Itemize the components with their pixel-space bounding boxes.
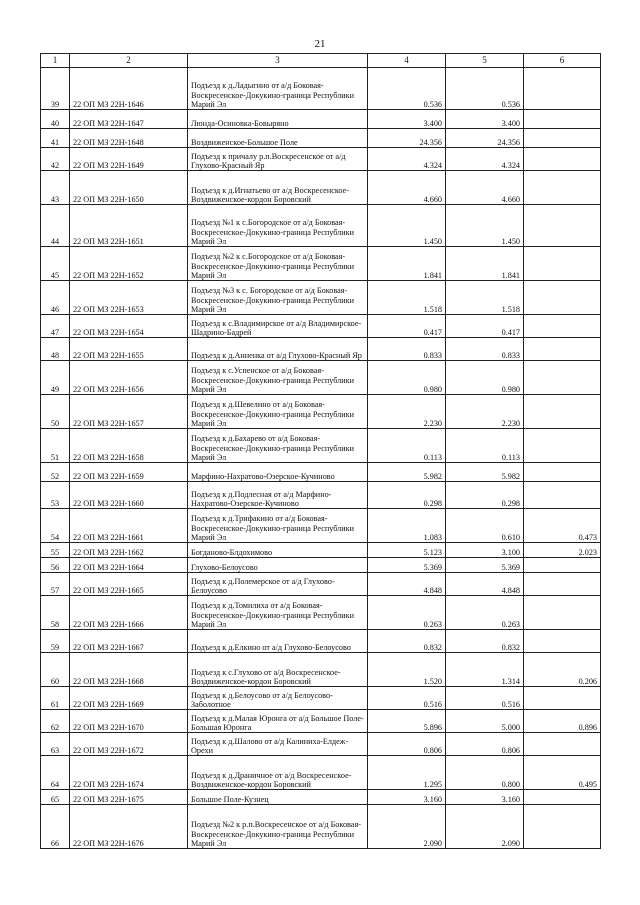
table-row [41, 687, 601, 710]
length-col6 [524, 558, 601, 573]
row-number: 53 [41, 482, 70, 509]
road-name: Воздвиженское-Большое Поле [188, 129, 368, 148]
road-code: 22 ОП МЗ 22Н-1658 [70, 429, 188, 463]
road-code: 22 ОП МЗ 22Н-1665 [70, 573, 188, 596]
road-name: Глухово-Белоусово [188, 558, 368, 573]
length-col6 [524, 361, 601, 395]
table-row [41, 733, 601, 756]
row-number: 65 [41, 790, 70, 805]
length-total: 0.832 [368, 630, 446, 653]
road-name: Подъезд к д.Бахарево от а/д Боковая-Воскресенское-Докукино-граница Республики Марий Эл [188, 429, 368, 463]
length-col6 [524, 338, 601, 361]
length-col5: 5.000 [446, 710, 524, 733]
length-total: 1.083 [368, 509, 446, 543]
road-name: Подъезд к д.Ладыгино от а/д Боковая-Воскресенское-Докукино-граница Республики Марий Эл [188, 68, 368, 110]
row-number: 51 [41, 429, 70, 463]
road-code: 22 ОП МЗ 22Н-1653 [70, 281, 188, 315]
table-row [41, 68, 601, 110]
table-row [41, 463, 601, 482]
row-number: 45 [41, 247, 70, 281]
road-name: Подъезд к д.Трифакино от а/д Боковая-Воскресенское-Докукино-граница Республики Марий Эл [188, 509, 368, 543]
length-col5: 3.400 [446, 110, 524, 129]
column-header: 2 [70, 54, 188, 68]
table-row [41, 205, 601, 247]
road-name: Марфино-Нахратово-Озерское-Кучиново [188, 463, 368, 482]
table-row [41, 361, 601, 395]
row-number: 58 [41, 596, 70, 630]
road-code: 22 ОП МЗ 22Н-1659 [70, 463, 188, 482]
length-col5: 0.113 [446, 429, 524, 463]
road-code: 22 ОП МЗ 22Н-1646 [70, 68, 188, 110]
length-col5: 0.833 [446, 338, 524, 361]
road-code: 22 ОП МЗ 22Н-1667 [70, 630, 188, 653]
row-number: 55 [41, 543, 70, 558]
row-number: 60 [41, 653, 70, 687]
row-number: 43 [41, 171, 70, 205]
road-name: Подъезд к д.Подлесная от а/д Марфино-Нахратово-Озерское-Кучиново [188, 482, 368, 509]
table-row [41, 509, 601, 543]
length-col6 [524, 482, 601, 509]
length-total: 3.400 [368, 110, 446, 129]
table-row [41, 756, 601, 790]
road-code: 22 ОП МЗ 22Н-1649 [70, 148, 188, 171]
length-col6 [524, 171, 601, 205]
length-total: 4.848 [368, 573, 446, 596]
road-name: Подъезд к д.Белоусово от а/д Белоусово-Заболотное [188, 687, 368, 710]
length-total: 0.980 [368, 361, 446, 395]
length-col6 [524, 630, 601, 653]
road-name: Подъезд к д.Шалово от а/д Калиниха-Елдеж-Орехи [188, 733, 368, 756]
length-col5: 5.982 [446, 463, 524, 482]
length-col5: 1.518 [446, 281, 524, 315]
length-col6 [524, 573, 601, 596]
length-col5: 0.980 [446, 361, 524, 395]
row-number: 63 [41, 733, 70, 756]
road-code: 22 ОП МЗ 22Н-1650 [70, 171, 188, 205]
road-code: 22 ОП МЗ 22Н-1669 [70, 687, 188, 710]
road-code: 22 ОП МЗ 22Н-1661 [70, 509, 188, 543]
road-name: Подъезд к д.Томилиха от а/д Боковая-Воскресенское-Докукино-граница Республики Марий Эл [188, 596, 368, 630]
length-col6 [524, 281, 601, 315]
length-total: 1.295 [368, 756, 446, 790]
road-name: Подъезд к причалу р.п.Воскресенское от а/д Глухово-Красный Яр [188, 148, 368, 171]
length-total: 1.841 [368, 247, 446, 281]
row-number: 44 [41, 205, 70, 247]
table-row [41, 630, 601, 653]
length-total: 2.090 [368, 805, 446, 849]
length-total: 0.263 [368, 596, 446, 630]
length-total: 0.417 [368, 315, 446, 338]
length-col6 [524, 129, 601, 148]
row-number: 40 [41, 110, 70, 129]
length-col6 [524, 148, 601, 171]
road-code: 22 ОП МЗ 22Н-1664 [70, 558, 188, 573]
table-header-row [41, 54, 601, 68]
length-col5: 2.090 [446, 805, 524, 849]
length-col5: 0.516 [446, 687, 524, 710]
length-col6 [524, 790, 601, 805]
row-number: 64 [41, 756, 70, 790]
length-col6 [524, 247, 601, 281]
length-col5: 0.832 [446, 630, 524, 653]
road-name: Подъезд №1 к с.Богородское от а/д Боковая-Воскресенское-Докукино-граница Республики Марий Эл [188, 205, 368, 247]
length-col5: 0.298 [446, 482, 524, 509]
length-col6: 0.896 [524, 710, 601, 733]
row-number: 54 [41, 509, 70, 543]
length-total: 2.230 [368, 395, 446, 429]
table-row [41, 790, 601, 805]
length-col5: 4.324 [446, 148, 524, 171]
length-col6 [524, 805, 601, 849]
table-row [41, 596, 601, 630]
length-total: 5.982 [368, 463, 446, 482]
length-col6: 0.495 [524, 756, 601, 790]
table-row [41, 338, 601, 361]
road-code: 22 ОП МЗ 22Н-1672 [70, 733, 188, 756]
table-row [41, 395, 601, 429]
column-header: 6 [524, 54, 601, 68]
length-total: 1.518 [368, 281, 446, 315]
road-name: Подъезд к д.Шевелино от а/д Боковая-Воскресенское-Докукино-граница Республики Марий Эл [188, 395, 368, 429]
table-row [41, 247, 601, 281]
row-number: 48 [41, 338, 70, 361]
length-col6: 0.206 [524, 653, 601, 687]
road-name: Подъезд №3 к с. Богородское от а/д Боковая-Воскресенское-Докукино-граница Республики Марий Эл [188, 281, 368, 315]
road-code: 22 ОП МЗ 22Н-1662 [70, 543, 188, 558]
road-code: 22 ОП МЗ 22Н-1670 [70, 710, 188, 733]
length-col5: 0.610 [446, 509, 524, 543]
row-number: 42 [41, 148, 70, 171]
table-row [41, 129, 601, 148]
length-col5: 4.848 [446, 573, 524, 596]
road-name: Подъезд к с.Глухово от а/д Воскресенское-Воздвиженское-кордон Боровский [188, 653, 368, 687]
road-name: Подъезд к д.Елкино от а/д Глухово-Белоусово [188, 630, 368, 653]
length-total: 1.450 [368, 205, 446, 247]
road-name: Подъезд к д.Малая Юронга от а/д Большое Поле-Большая Юронга [188, 710, 368, 733]
row-number: 52 [41, 463, 70, 482]
row-number: 56 [41, 558, 70, 573]
length-col6: 2.023 [524, 543, 601, 558]
length-total: 24.356 [368, 129, 446, 148]
road-code: 22 ОП МЗ 22Н-1676 [70, 805, 188, 849]
length-col5: 0.806 [446, 733, 524, 756]
road-name: Подъезд к д.Полемерское от а/д Глухово-Белоусово [188, 573, 368, 596]
length-total: 5.896 [368, 710, 446, 733]
length-total: 0.298 [368, 482, 446, 509]
row-number: 66 [41, 805, 70, 849]
road-name: Люнда-Осиновка-Бовыряно [188, 110, 368, 129]
column-header: 3 [188, 54, 368, 68]
road-code: 22 ОП МЗ 22Н-1647 [70, 110, 188, 129]
length-col5: 5.369 [446, 558, 524, 573]
length-col6 [524, 687, 601, 710]
length-col5: 1.450 [446, 205, 524, 247]
length-total: 4.660 [368, 171, 446, 205]
table-row [41, 110, 601, 129]
length-col6 [524, 68, 601, 110]
road-name: Большое Поле-Кузнец [188, 790, 368, 805]
column-header: 1 [41, 54, 70, 68]
road-code: 22 ОП МЗ 22Н-1666 [70, 596, 188, 630]
table-row [41, 558, 601, 573]
column-header: 4 [368, 54, 446, 68]
table-row [41, 482, 601, 509]
road-name: Подъезд №2 к с.Богородское от а/д Боковая-Воскресенское-Докукино-граница Республики Марий Эл [188, 247, 368, 281]
road-code: 22 ОП МЗ 22Н-1656 [70, 361, 188, 395]
length-col5: 0.536 [446, 68, 524, 110]
length-total: 1.520 [368, 653, 446, 687]
table-row [41, 148, 601, 171]
road-code: 22 ОП МЗ 22Н-1668 [70, 653, 188, 687]
length-total: 0.833 [368, 338, 446, 361]
length-col6 [524, 733, 601, 756]
length-total: 0.806 [368, 733, 446, 756]
row-number: 62 [41, 710, 70, 733]
table-row [41, 543, 601, 558]
length-col5: 3.100 [446, 543, 524, 558]
length-col6 [524, 596, 601, 630]
row-number: 49 [41, 361, 70, 395]
row-number: 50 [41, 395, 70, 429]
road-code: 22 ОП МЗ 22Н-1652 [70, 247, 188, 281]
length-col6 [524, 110, 601, 129]
road-code: 22 ОП МЗ 22Н-1655 [70, 338, 188, 361]
page-number: 21 [314, 38, 326, 50]
column-header: 5 [446, 54, 524, 68]
length-col5: 24.356 [446, 129, 524, 148]
length-total: 0.113 [368, 429, 446, 463]
road-name: Подъезд к д.Игнатьево от а/д Воскресенское-Воздвиженское-кордон Боровский [188, 171, 368, 205]
length-col5: 1.314 [446, 653, 524, 687]
length-col5: 3.160 [446, 790, 524, 805]
length-total: 5.123 [368, 543, 446, 558]
length-total: 5.369 [368, 558, 446, 573]
length-col6 [524, 205, 601, 247]
table-row [41, 281, 601, 315]
table-row [41, 429, 601, 463]
row-number: 61 [41, 687, 70, 710]
row-number: 41 [41, 129, 70, 148]
road-code: 22 ОП МЗ 22Н-1648 [70, 129, 188, 148]
table-row [41, 171, 601, 205]
length-col6 [524, 463, 601, 482]
length-col5: 4.660 [446, 171, 524, 205]
road-code: 22 ОП МЗ 22Н-1657 [70, 395, 188, 429]
row-number: 47 [41, 315, 70, 338]
row-number: 59 [41, 630, 70, 653]
length-col6: 0.473 [524, 509, 601, 543]
road-code: 22 ОП МЗ 22Н-1675 [70, 790, 188, 805]
length-col5: 0.417 [446, 315, 524, 338]
length-col5: 2.230 [446, 395, 524, 429]
road-name: Подъезд №2 к р.п.Воскресенское от а/д Боковая-Воскресенское-Докукино-граница Республики Марий Эл [188, 805, 368, 849]
row-number: 57 [41, 573, 70, 596]
row-number: 46 [41, 281, 70, 315]
road-name: Подъезд к с.Успенское от а/д Боковая-Воскресенское-Докукино-граница Республики Марий Эл [188, 361, 368, 395]
road-name: Подъезд к с.Владимирское от а/д Владимирское-Шадрино-Бадрей [188, 315, 368, 338]
table-row [41, 710, 601, 733]
length-col5: 0.263 [446, 596, 524, 630]
length-total: 0.536 [368, 68, 446, 110]
length-total: 3.160 [368, 790, 446, 805]
roads-table [40, 53, 601, 849]
table-row [41, 573, 601, 596]
length-total: 0.516 [368, 687, 446, 710]
table-row [41, 805, 601, 849]
length-col5: 0.800 [446, 756, 524, 790]
road-name: Подъезд к д.Драничное от а/д Воскресенское-Воздвиженское-кордон Боровский [188, 756, 368, 790]
road-code: 22 ОП МЗ 22Н-1674 [70, 756, 188, 790]
table-row [41, 653, 601, 687]
road-code: 22 ОП МЗ 22Н-1651 [70, 205, 188, 247]
length-col5: 1.841 [446, 247, 524, 281]
road-code: 22 ОП МЗ 22Н-1654 [70, 315, 188, 338]
row-number: 39 [41, 68, 70, 110]
road-name: Подъезд к д.Анненка от а/д Глухово-Красный Яр [188, 338, 368, 361]
length-col6 [524, 315, 601, 338]
road-code: 22 ОП МЗ 22Н-1660 [70, 482, 188, 509]
length-col6 [524, 429, 601, 463]
table-row [41, 315, 601, 338]
length-total: 4.324 [368, 148, 446, 171]
road-name: Богданово-Блдохимово [188, 543, 368, 558]
length-col6 [524, 395, 601, 429]
